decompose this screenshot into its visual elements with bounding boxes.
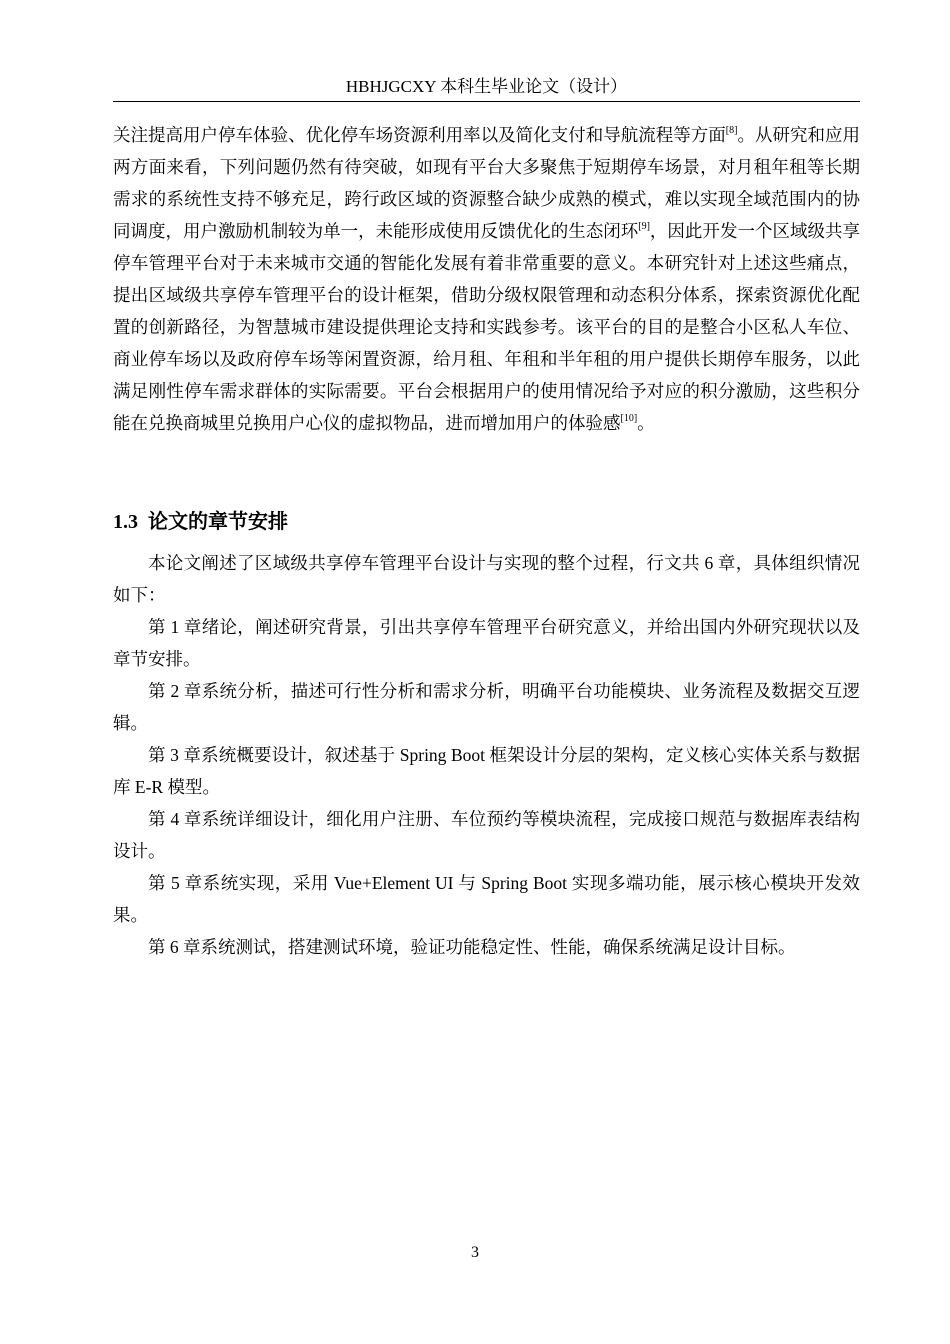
- intro-text-4: 。: [637, 413, 655, 433]
- chapter-6-paragraph: 第 6 章系统测试，搭建测试环境，验证功能稳定性、性能，确保系统满足设计目标。: [148, 937, 796, 957]
- header-rule: [113, 101, 860, 102]
- intro-text-2: 。从研究和应用两方面来看，下列问题仍然有待突破，如现有平台大多聚焦于短期停车场景，对月租年租等长期需求的系统性支持不够充足，跨行政区域的资源整合缺少成熟的模式，难以实现全域范围内的协同调度，用户激励机制较为单一，未能形成使用反馈优化的生态闭环: [113, 125, 861, 241]
- intro-text-3: ，因此开发一个区域级共享停车管理平台对于未来城市交通的智能化发展有着非常重要的意义。本研究针对上述这些痛点，提出区域级共享停车管理平台的设计框架，借助分级权限管理和动态积分体系，探索资源优化配置的创新路径，为智慧城市建设提供理论支持和实践参考。该平台的目的是整合小区私人车位、商业停车场以及政府停车场等闲置资源，给月租、年租和半年租的用户提供长期停车服务，以此满足刚性停车需求群体的实际需要。平台会根据用户的使用情况给予对应的积分激励，这些积分能在兑换商城里兑换用户心仪的虚拟物品，进而增加用户的体验感: [113, 221, 860, 433]
- page-number: 3: [471, 1244, 479, 1261]
- intro-text-1: 关注提高用户停车体验、优化停车场资源利用率以及简化支付和导航流程等方面: [113, 125, 726, 145]
- section-heading: [113, 506, 288, 538]
- chapter-2-paragraph: 第 2 章系统分析，描述可行性分析和需求分析，明确平台功能模块、业务流程及数据交互逻辑。: [113, 681, 860, 733]
- citation-9: [9]: [638, 221, 650, 232]
- citation-8: [8]: [725, 125, 738, 136]
- section-title: 论文的章节安排: [148, 511, 288, 533]
- chapter-3-paragraph: 第 3 章系统概要设计，叙述基于 Spring Boot 框架设计分层的架构，定义核心实体关系与数据库 E-R 模型。: [113, 745, 860, 797]
- chapter-4-paragraph: 第 4 章系统详细设计，细化用户注册、车位预约等模块流程，完成接口规范与数据库表结构设计。: [113, 809, 860, 861]
- citation-10: [10]: [620, 413, 638, 424]
- chapter-1-paragraph: 第 1 章绪论，阐述研究背景，引出共享停车管理平台研究意义，并给出国内外研究现状以及章节安排。: [113, 617, 860, 669]
- chapter-overview-paragraph: 本论文阐述了区域级共享停车管理平台设计与实现的整个过程，行文共 6 章，具体组织情况如下：: [113, 553, 860, 605]
- page-header: HBHJGCXY 本科生毕业论文（设计）: [345, 77, 628, 96]
- section-number: 1.3: [113, 511, 138, 533]
- chapter-5-paragraph: 第 5 章系统实现，采用 Vue+Element UI 与 Spring Boot 实现多端功能，展示核心模块开发效果。: [113, 873, 860, 925]
- intro-paragraph: [113, 119, 860, 439]
